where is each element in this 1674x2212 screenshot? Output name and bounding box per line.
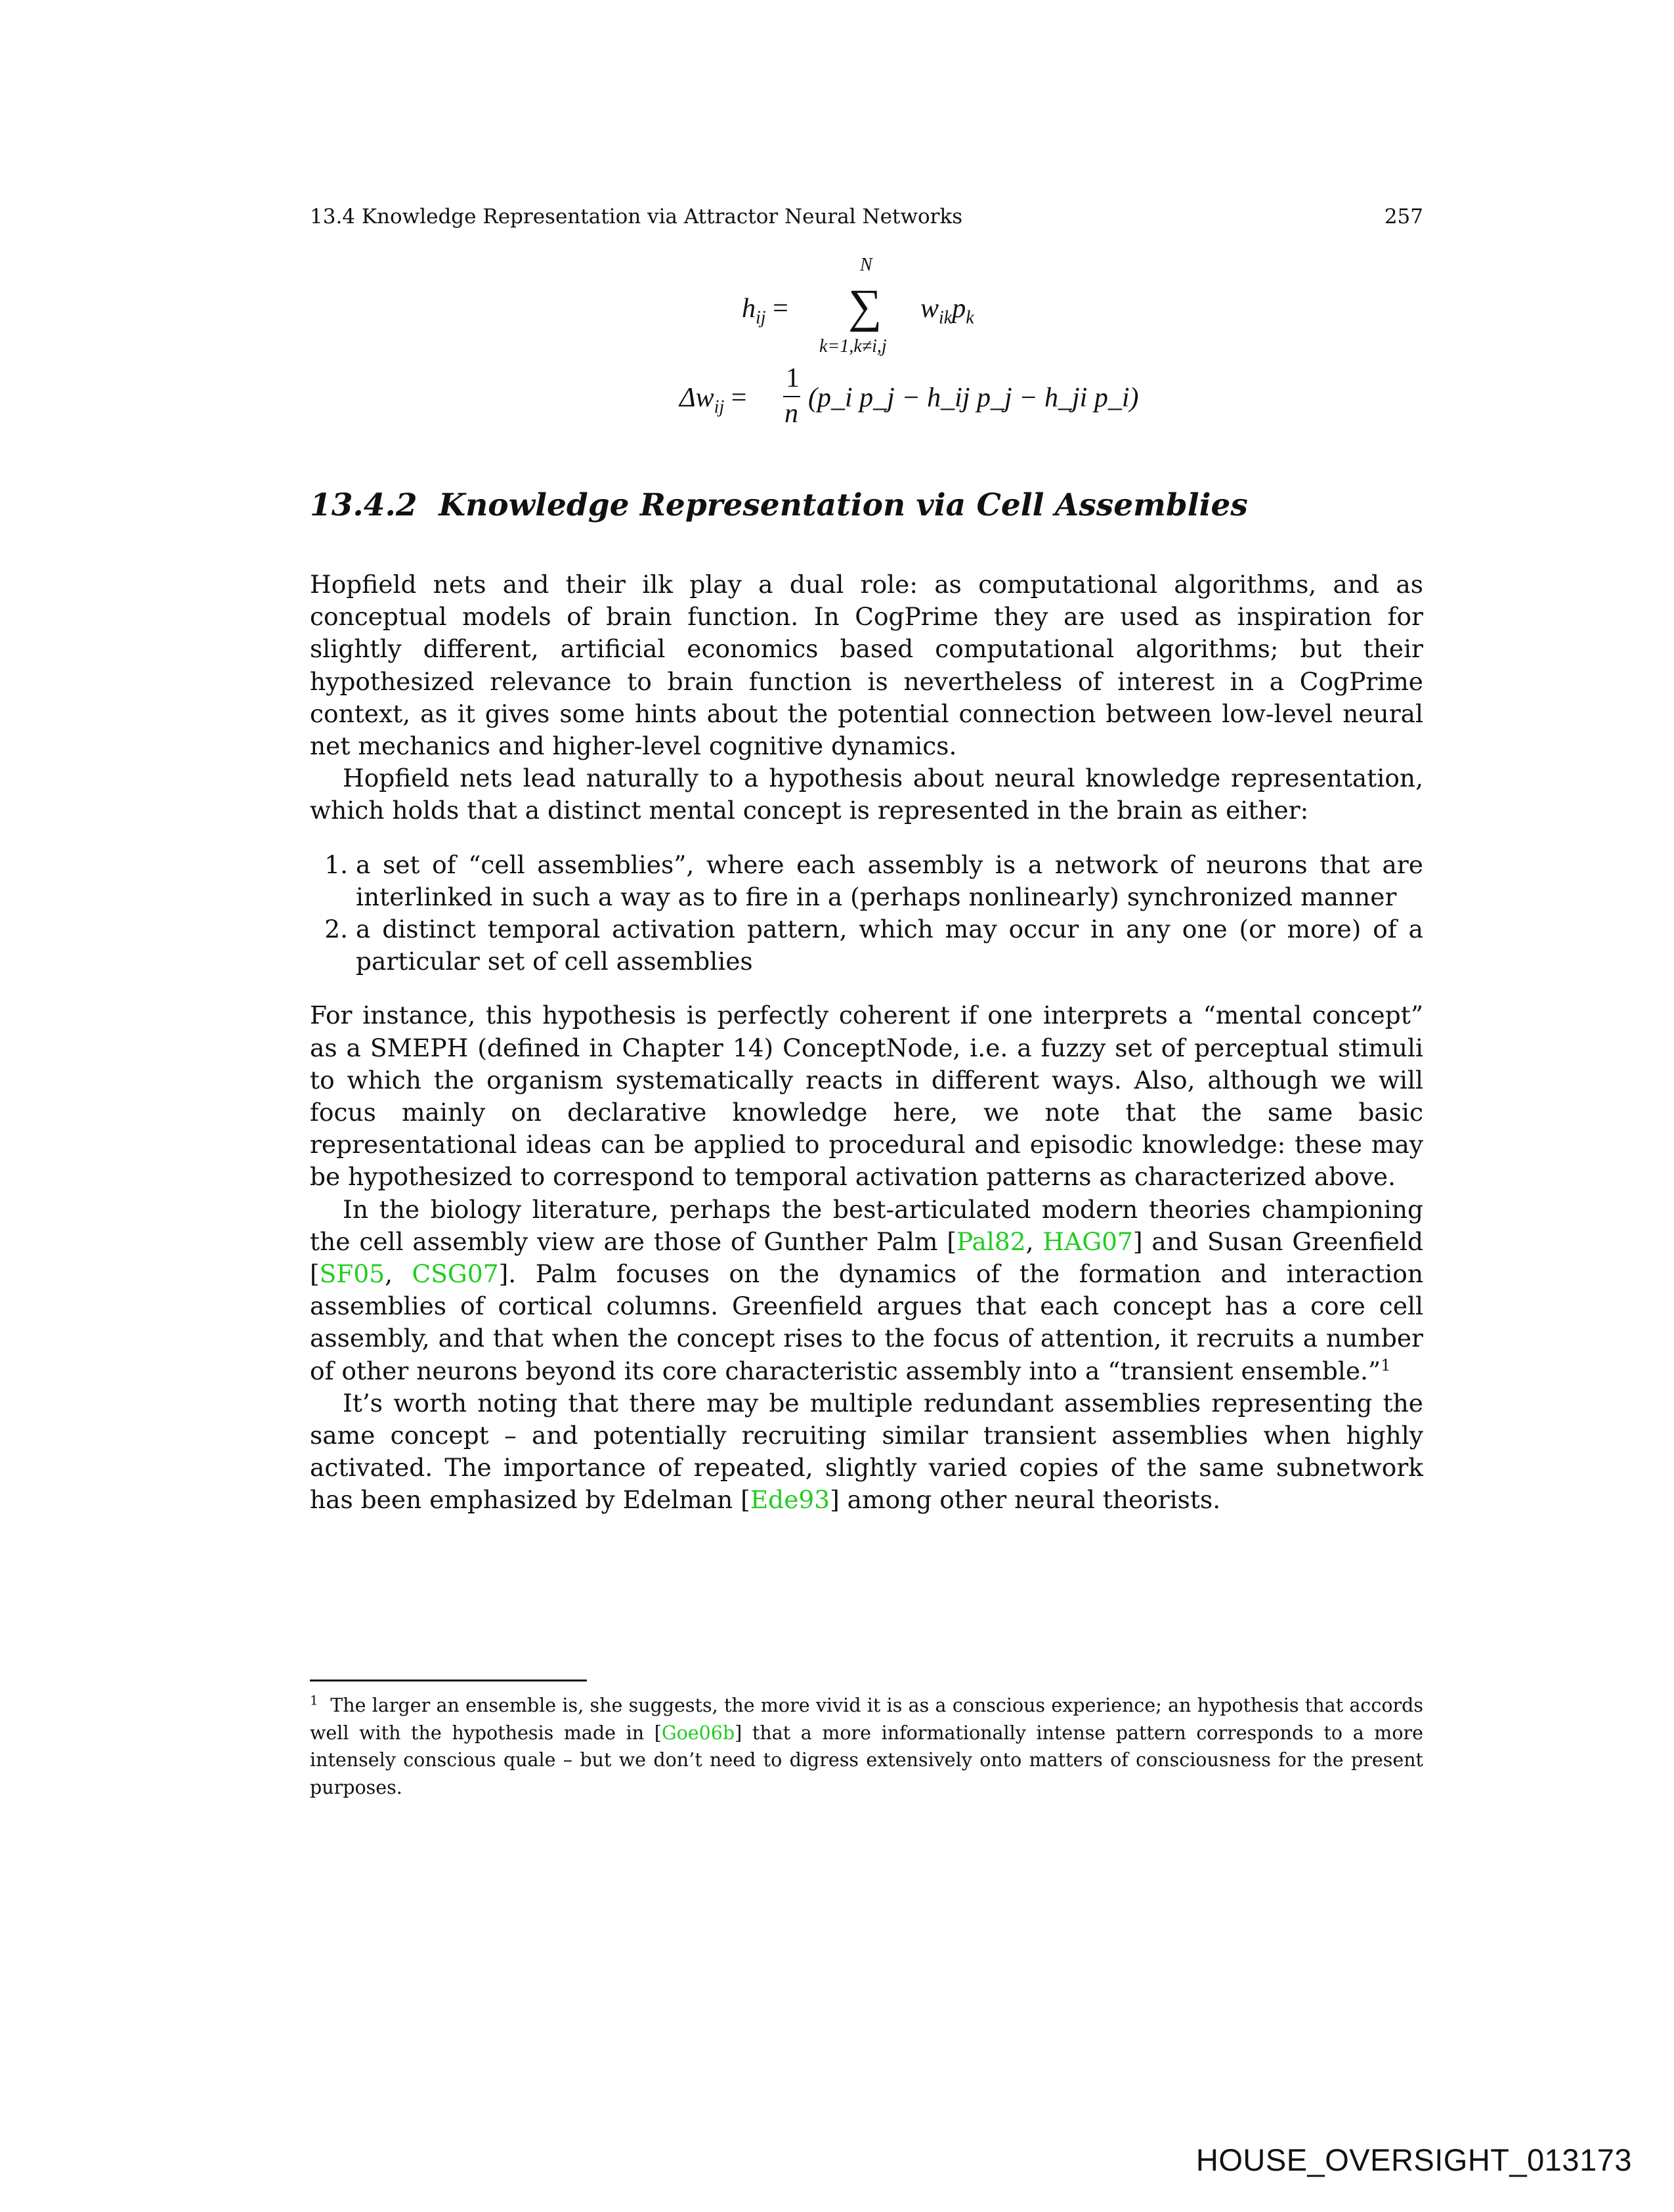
eq1-rhs: $w_{ik}p_k$ <box>920 293 974 328</box>
citation-link[interactable]: HAG07 <box>1042 1226 1133 1256</box>
citation-link[interactable]: SF05 <box>319 1259 385 1289</box>
running-title: 13.4 Knowledge Representation via Attractor Neural Networks <box>310 205 963 228</box>
footnote-number: 1 <box>310 1692 318 1708</box>
eq1-lhs: $h_{ij}$ = <box>742 293 788 328</box>
footnote: $^1$ The larger an ensemble is, she suggests, the more vivid it is as a conscious experience; an hypothesis that accords well with the hypothesis made in [Goe06b] that a more informationally intense pattern corresponds to a more intensely conscious quale – but we don’t need to digress extensively onto matters of consciousness for the present purposes. <box>310 1692 1424 1798</box>
running-header <box>310 205 1423 228</box>
eq2-rhs: (p_i p_j − h_ij p_j − h_ji p_i) <box>808 383 1139 413</box>
eq2-lhs: $\Delta w_{ij}$ = <box>679 383 747 418</box>
paragraph: For instance, this hypothesis is perfectly coherent if one interprets a “mental concept” as a SMEPH (defined in Chapter 14) ConceptNode, i.e. a fuzzy set of perceptual stimuli to which the organism systematically reacts in different ways. Also, although we will focus mainly on declarative knowledge here, we note that the same basic representational ideas can be applied to procedural and episodic knowledge: these may be hypothesized to correspond to temporal activation patterns as characterized above. <box>310 1001 1423 1192</box>
list-item: 1. a set of “cell assemblies”, where each assembly is a network of neurons that are interlinked in such a way as to fire in a (perhaps nonlinearly) synchronized manner <box>356 849 1423 913</box>
paragraph: Hopfield nets and their ilk play a dual role: as computational algorithms, and as conceptual models of brain function. In CogPrime they are used as inspiration for slightly different, artificial economics based computational algorithms; but their hypothesized relevance to brain function is nevertheless of interest in a CogPrime context, as it gives some hints about the potential connection between low-level neural net mechanics and higher-level cognitive dynamics. <box>310 570 1423 761</box>
sum-upper: N <box>860 255 872 275</box>
fraction-denominator: n <box>784 399 798 429</box>
page-number: 257 <box>1384 205 1423 228</box>
numbered-list <box>310 849 1423 978</box>
paragraph: In the biology literature, perhaps the best-articulated modern theories championing the cell assembly view are those of Gunther Palm [Pal82, HAG07] and Susan Greenfield [SF05, CSG07]. Palm focuses on the dynamics of the formation and interaction assemblies of cortical columns. Greenfield argues that each concept has a core cell assembly, and that when the concept rises to the focus of attention, it recruits a number of other neurons beyond its core characteristic assembly into a “transient ensemble.”$^1$ <box>310 1194 1424 1385</box>
section-heading <box>310 487 1248 523</box>
citation-link[interactable]: Goe06b <box>661 1722 735 1744</box>
paragraph: It’s worth noting that there may be multiple redundant assemblies representing the same concept – and potentially recruiting similar transient assemblies when highly activated. The importance of repeated, slightly varied copies of the same subnetwork has been emphasized by Edelman [Ede93] among other neural theorists. <box>310 1388 1423 1515</box>
section-number: 13.4.2 <box>310 487 418 523</box>
body-text <box>310 569 1423 1517</box>
equation-delta-w <box>679 363 1139 433</box>
bates-stamp: HOUSE_OVERSIGHT_013173 <box>1195 2142 1632 2177</box>
footnote-marker[interactable]: 1 <box>1381 1356 1391 1375</box>
footnote-divider <box>310 1680 587 1681</box>
paragraph: Hopfield nets lead naturally to a hypothesis about neural knowledge representation, which holds that a distinct mental concept is represented in the brain as either: <box>310 764 1423 825</box>
section-title: Knowledge Representation via Cell Assemblies <box>439 487 1248 523</box>
sigma-symbol: ∑ <box>848 280 882 332</box>
citation-link[interactable]: Pal82 <box>956 1226 1026 1256</box>
fraction-bar <box>783 396 800 397</box>
citation-link[interactable]: CSG07 <box>412 1259 499 1289</box>
list-item: 2. a distinct temporal activation pattern, which may occur in any one (or more) of a particular set of cell assemblies <box>356 913 1423 978</box>
citation-link[interactable]: Ede93 <box>750 1485 830 1515</box>
equation-h-ij <box>742 255 1070 361</box>
fraction-numerator: 1 <box>786 363 800 393</box>
sum-lower: k=1,k≠i,j <box>819 336 887 357</box>
